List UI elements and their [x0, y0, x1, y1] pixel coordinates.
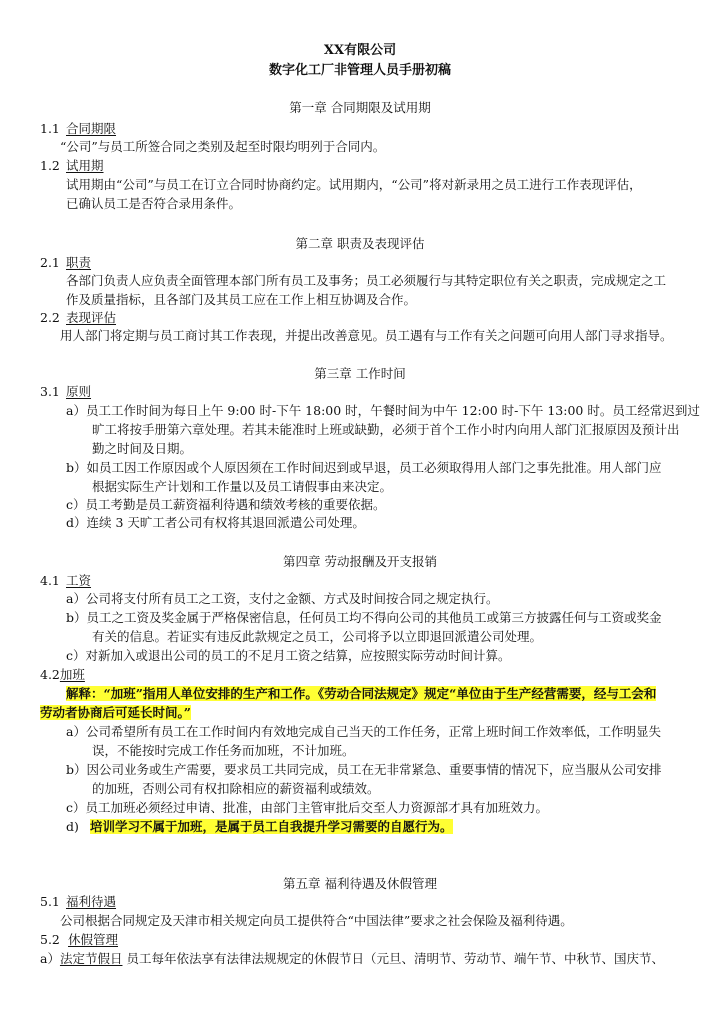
section-2-2-heading	[40, 310, 116, 326]
section-number: 5.2	[40, 932, 60, 947]
section-2-1-heading	[40, 255, 91, 271]
list-marker: a）	[40, 951, 60, 966]
chapter-3-title: 第三章 工作时间	[314, 366, 406, 381]
paragraph: 作及质量指标，且各部门及其员工应在工作上相互协调及合作。	[66, 292, 417, 307]
section-4-2-heading	[40, 667, 85, 683]
paragraph: “公司”与员工所签合同之类别及起至时限均明列于合同内。	[60, 139, 386, 154]
section-1-1-heading	[40, 121, 116, 137]
list-item-c: c）对新加入或退出公司的员工的不足月工资之结算，应按照实际劳动时间计算。	[66, 648, 511, 663]
section-number: 5.1	[40, 894, 60, 909]
section-number: 2.1	[40, 255, 60, 270]
highlighted-text: 解释：“加班”指用人单位安排的生产和工作。《劳动合同法规定》规定“单位由于生产经营需要，经与工会和	[66, 686, 657, 701]
list-item-c: c）员工加班必须经过申请、批准，由部门主管审批后交至人力资源部才具有加班效力。	[66, 800, 549, 815]
section-3-1-heading	[40, 384, 91, 400]
highlighted-text: 劳动者协商后可延长时间。”	[40, 705, 191, 720]
list-item-a: a）公司希望所有员工在工作时间内有效地完成自己当天的工作任务，正常上班时间工作效率低，工作明显失	[66, 724, 661, 739]
section-title: 合同期限	[66, 121, 117, 136]
highlighted-text: 培训学习不属于加班，是属于员工自我提升学习需要的自愿行为。	[90, 819, 453, 834]
item-title: 法定节假日	[59, 951, 123, 966]
highlighted-note-continuation	[40, 705, 191, 721]
chapter-1-title: 第一章 合同期限及试用期	[289, 100, 431, 115]
section-title: 原则	[66, 384, 92, 399]
paragraph: 各部门负责人应负责全面管理本部门所有员工及事务；员工必须履行与其特定职位有关之职责，完成规定之工	[66, 273, 667, 288]
list-item-d	[66, 819, 453, 835]
section-title: 加班	[59, 667, 85, 682]
section-number: 1.2	[40, 158, 60, 173]
chapter-2-title: 第二章 职责及表现评估	[295, 236, 425, 251]
section-title: 职责	[66, 255, 92, 270]
section-5-1-heading	[40, 894, 116, 910]
section-number: 4.2	[40, 667, 60, 682]
item-text: 员工每年依法享有法律法规规定的休假节日（元旦、清明节、劳动节、端午节、中秋节、国庆节、	[122, 951, 664, 966]
section-1-2-heading	[40, 158, 104, 174]
section-number: 4.1	[40, 573, 60, 588]
list-item-b: b）因公司业务或生产需要，要求员工共同完成，员工在无非常紧急、重要事情的情况下，应当服从公司安排	[66, 762, 662, 777]
paragraph: 用人部门将定期与员工商讨其工作表现，并提出改善意见。员工遇有与工作有关之问题可向用人部门寻求指导。	[60, 328, 673, 343]
chapter-5-title: 第五章 福利待遇及休假管理	[283, 876, 437, 891]
section-title: 福利待遇	[66, 894, 117, 909]
section-number: 2.2	[40, 310, 60, 325]
section-title: 试用期	[66, 158, 104, 173]
list-item-continuation: 旷工将按手册第六章处理。若其未能准时上班或缺勤，必须于首个工作小时内向用人部门汇报原因及预计出	[92, 422, 680, 437]
section-5-2-heading	[40, 932, 118, 948]
list-item-a	[40, 951, 664, 967]
list-item-a: a）公司将支付所有员工之工资，支付之金额、方式及时间按合同之规定执行。	[66, 591, 499, 606]
paragraph: 公司根据合同规定及天津市相关规定向员工提供符合“中国法律”要求之社会保险及福利待遇。	[60, 913, 573, 928]
list-item-continuation: 有关的信息。若证实有违反此款规定之员工，公司将予以立即退回派遣公司处理。	[92, 629, 543, 644]
section-number: 1.1	[40, 121, 60, 136]
list-item-continuation: 根据实际生产计划和工作量以及员工请假事由来决定。	[92, 479, 393, 494]
list-item-continuation: 勤之时间及日期。	[92, 441, 193, 456]
list-item-a: a）员工工作时间为每日上午 9:00 时-下午 18:00 时，午餐时间为中午 12:00 时-下午 13:00 时。员工经常迟到过	[66, 403, 700, 418]
section-number: 3.1	[40, 384, 60, 399]
company-name: XX有限公司	[323, 43, 397, 58]
list-item-b: b）员工之工资及奖金属于严格保密信息，任何员工均不得向公司的其他员工或第三方披露任何与工资或奖金	[66, 610, 662, 625]
section-title: 工资	[66, 573, 92, 588]
highlighted-note	[66, 686, 656, 702]
list-marker: d)	[66, 819, 79, 834]
document-title: 数字化工厂非管理人员手册初稿	[268, 63, 451, 78]
section-title: 休假管理	[68, 932, 119, 947]
chapter-4-title: 第四章 劳动报酬及开支报销	[283, 554, 437, 569]
list-item-b: b）如员工因工作原因或个人原因须在工作时间迟到或早退，员工必须取得用人部门之事先批准。用人部门应	[66, 460, 662, 475]
paragraph: 已确认员工是否符合录用条件。	[66, 196, 242, 211]
section-title: 表现评估	[66, 310, 117, 325]
paragraph: 试用期由“公司”与员工在订立合同时协商约定。试用期内，“公司”将对新录用之员工进行工作表现评估，	[66, 177, 642, 192]
list-item-continuation: 的加班，否则公司有权扣除相应的薪资福利或绩效。	[92, 781, 380, 796]
list-item-c: c）员工考勤是员工薪资福利待遇和绩效考核的重要依据。	[66, 497, 386, 512]
list-item-continuation: 误，不能按时完成工作任务而加班，不计加班。	[92, 743, 355, 758]
list-item-d: d）连续 3 天旷工者公司有权将其退回派遣公司处理。	[66, 515, 365, 530]
section-4-1-heading	[40, 573, 91, 589]
